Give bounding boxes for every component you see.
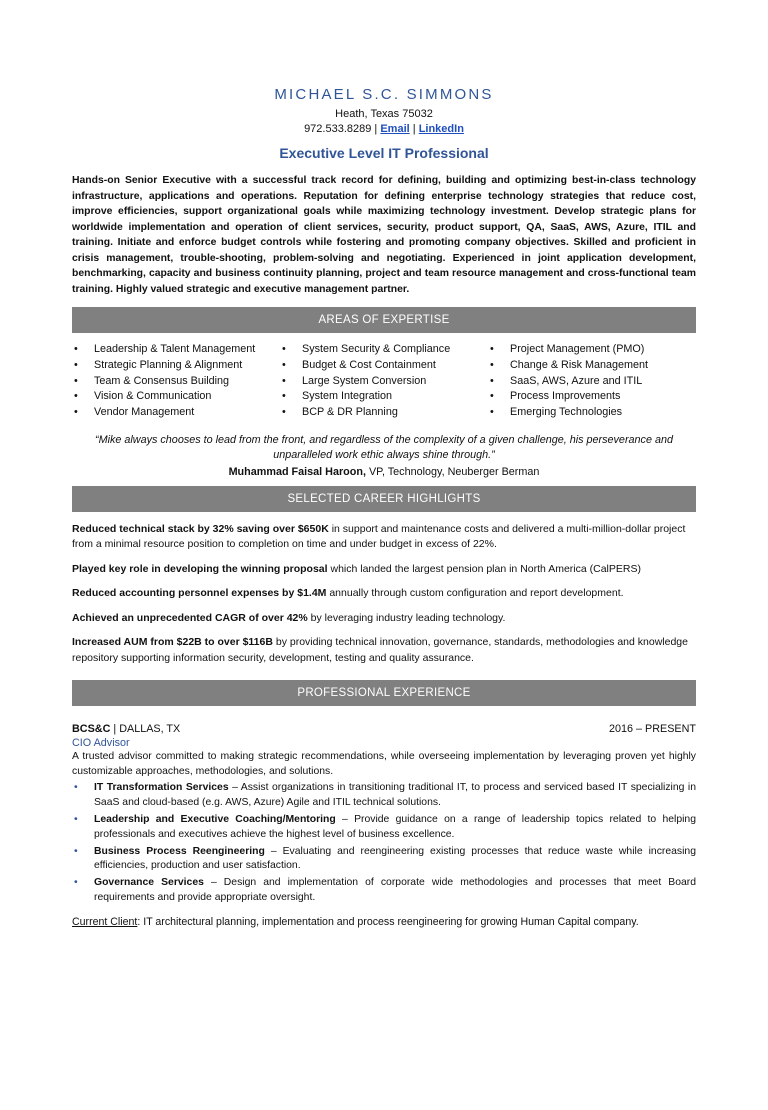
expertise-item: • Vendor Management: [72, 405, 280, 421]
expertise-item: • Team & Consensus Building: [72, 374, 280, 390]
highlight-text: by providing technical innovation, governance, standards, methodologies and knowledge repository supporting information security, development, testing and quality assurance.: [72, 636, 688, 664]
highlight-text: in support and maintenance costs and delivered a multi-million-dollar project from a minimal resource position to completion on time and under budget in excess of 22%.: [72, 522, 686, 551]
testimonial-author-title: VP, Technology, Neuberger Berman: [365, 465, 540, 478]
current-client-label: Current Client: [72, 915, 138, 928]
expertise-item: • Process Improvements: [488, 389, 696, 405]
bullet-bold: IT Transformation Services: [94, 782, 229, 794]
testimonial-author: Muhammad Faisal Haroon,: [228, 465, 366, 478]
job-dates: 2016 – PRESENT: [608, 723, 696, 736]
experience-heading: PROFESSIONAL EXPERIENCE: [72, 680, 696, 706]
separator: |: [374, 123, 378, 135]
expertise-item: • SaaS, AWS, Azure and ITIL: [488, 374, 696, 390]
highlight-text: annually through custom configuration and report development.: [326, 587, 624, 600]
bullet-text: – Provide guidance on a range of leadership topics related to helping professionals and executives achieve the highest level of business excellence.: [94, 814, 696, 840]
bullet-bold: Leadership and Executive Coaching/Mentoring: [94, 814, 336, 826]
job-title: CIO Advisor: [72, 737, 130, 750]
email-link[interactable]: Email: [380, 123, 410, 135]
highlight-bold: Played key role in developing the winning proposal: [72, 562, 328, 575]
tagline: Executive Level IT Professional: [279, 145, 489, 161]
highlight-item: [72, 522, 696, 553]
job-description: A trusted advisor committed to making strategic recommendations, while overseeing implementation by leveraging proven yet highly customizable approaches, methodologies, and solutions.: [72, 751, 696, 778]
company-name: BCS&C: [72, 723, 111, 736]
expertise-list: [72, 342, 696, 421]
expertise-heading: AREAS OF EXPERTISE: [72, 307, 696, 333]
resume-page: [0, 86, 768, 1110]
job-header: [72, 723, 696, 735]
job-bullet: [72, 876, 696, 906]
highlight-item: [72, 611, 696, 627]
separator: |: [412, 123, 416, 135]
address: Heath, Texas 75032: [335, 108, 433, 120]
phone: 972.533.8289: [304, 123, 372, 135]
job-bullet: [72, 813, 696, 843]
contact-line: [72, 122, 696, 137]
company-line: [72, 723, 180, 735]
job-bullet: [72, 781, 696, 811]
current-client-text: : IT architectural planning, implementation and process reengineering for growing Human Capital company.: [137, 915, 639, 928]
expertise-column-2: [280, 342, 488, 421]
highlight-bold: Achieved an unprecedented CAGR of over 42%: [72, 611, 308, 624]
linkedin-link[interactable]: LinkedIn: [418, 123, 464, 135]
summary-paragraph: Hands-on Senior Executive with a successful track record for defining, building and optimizing best-in-class technology infrastructure, applications and operations. Reputation for defining enterprise technology strategies that reduce cost, improve efficiencies, support organizational goals while maximizing technology investment. Develop strategic plans for worldwide implementation and operation of client services, security, product support, QA, SaaS, AWS, Azure, ITIL and training. Initiate and enforce budget controls while fostering and promoting company objectives. Skilled and proficient in crisis management, trouble-shooting, problem-solving and negotiating. Experienced in joint application development, benchmarking, capacity and business continuity planning, project and team resource management and cross-functional team training. Highly valued strategic and executive management partner.: [72, 175, 696, 295]
expertise-item: • Strategic Planning & Alignment: [72, 358, 280, 374]
bullet-text: – Design and implementation of corporate wide methodologies and processes that meet Board requirements and provide appropriate oversight.: [94, 877, 697, 904]
candidate-name: MICHAEL S.C. SIMMONS: [274, 86, 494, 103]
company-location: | DALLAS, TX: [110, 723, 181, 736]
highlights-list: [72, 522, 696, 667]
expertise-item: • Emerging Technologies: [488, 405, 696, 421]
expertise-item: • Leadership & Talent Management: [72, 342, 280, 358]
expertise-column-3: [488, 342, 696, 421]
highlight-bold: Increased AUM from $22B to over $116B: [72, 636, 273, 649]
highlights-heading: SELECTED CAREER HIGHLIGHTS: [72, 486, 696, 512]
expertise-item: • Budget & Cost Containment: [280, 358, 488, 374]
expertise-item: • Change & Risk Management: [488, 358, 696, 374]
job-bullet: [72, 845, 696, 875]
highlight-text: which landed the largest pension plan in North America (CalPERS): [327, 562, 641, 575]
expertise-item: • Large System Conversion: [280, 374, 488, 390]
expertise-column-1: [72, 342, 280, 421]
expertise-item: • Vision & Communication: [72, 389, 280, 405]
bullet-text: – Evaluating and reengineering existing processes that reduce waste while increasing efficiencies, production and user satisfaction.: [94, 845, 696, 872]
highlight-text: by leveraging industry leading technology.: [307, 611, 506, 624]
bullet-text: – Assist organizations in transitioning traditional IT, to process and serviced based IT specializing in SaaS and cloud-based (e.g. AWS, Azure) Agile and ITIL technical solutions.: [94, 782, 696, 809]
bullet-bold: Governance Services: [94, 877, 204, 889]
highlight-item: [72, 562, 696, 578]
expertise-item: • Project Management (PMO): [488, 342, 696, 358]
testimonial-quote: “Mike always chooses to lead from the front, and regardless of the complexity of a given challenge, his perseverance and unparalleled work ethic always shine through.”: [95, 433, 673, 462]
current-client: [72, 916, 696, 928]
expertise-item: • System Security & Compliance: [280, 342, 488, 358]
contact-block: [72, 107, 696, 137]
highlight-item: [72, 586, 696, 602]
highlight-bold: Reduced technical stack by 32% saving over $650K: [72, 522, 329, 535]
expertise-item: • BCP & DR Planning: [280, 405, 488, 421]
highlight-bold: Reduced accounting personnel expenses by $1.4M: [72, 587, 327, 600]
expertise-item: • System Integration: [280, 389, 488, 405]
job-bullets: [72, 781, 696, 905]
bullet-bold: Business Process Reengineering: [94, 845, 265, 857]
testimonial-attribution: [72, 466, 696, 478]
highlight-item: [72, 635, 696, 666]
